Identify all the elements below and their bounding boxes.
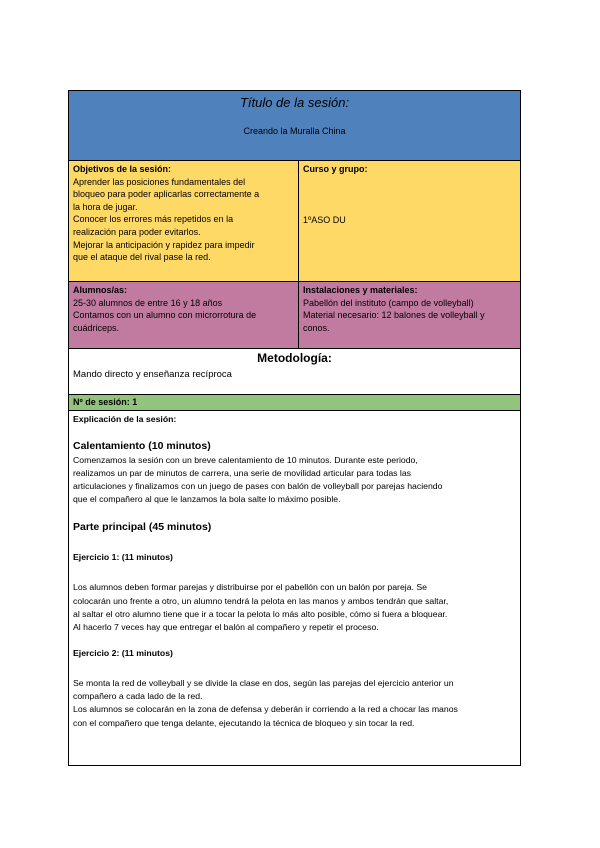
course-label: Curso y grupo: [303,164,368,174]
objectives-line: la hora de jugar. [73,201,138,212]
session-title-value: Creando la Muralla China [243,126,346,136]
warmup-line: que el compañero al que le lanzamos la bola salte lo máximo posible. [73,494,341,505]
objectives-line: que el ataque del rival pase la red. [73,252,211,263]
exercise2-heading: Ejercicio 2: (11 minutos) [73,647,173,658]
exercise1-line: colocarán uno frente a otro, un alumno tendrá la pelota en las manos y ambos tendrán que saltar, [73,595,449,606]
facilities-line: Material necesario: 12 balones de volleyball y [303,310,485,321]
warmup-line: realizamos un par de minutos de carrera, una serie de movilidad articular para todas las [73,467,412,478]
exercise2-line: Los alumnos se colocarán en la zona de defensa y deberán ir corriendo a la red a chocar las manos [73,704,458,715]
exercise1-line: Los alumnos deben formar parejas y distribuirse por el pabellón con un balón por pareja. Se [73,582,427,593]
title-section [68,90,521,160]
objectives-line: Mejorar la anticipación y rapidez para impedir [73,239,255,250]
exercise1-line: al saltar el otro alumno tiene que ir a tocar la pelota lo más alto posible, cómo si fuera a bloquear. [73,608,448,619]
objectives-cell [69,161,299,281]
students-label: Alumnos/as: [73,285,128,295]
objectives-course-row [68,160,521,281]
session-number-row [68,394,521,410]
exercise1-line: Al hacerlo 7 veces hay que entregar el balón al compañero y repetir el proceso. [73,622,379,633]
objectives-line: bloqueo para poder aplicarlas correctamente a [73,189,260,200]
warmup-heading: Calentamiento (10 minutos) [73,440,211,453]
exercise2-line: Se monta la red de volleyball y se divide la clase en dos, según las parejas del ejercicio anterior un [73,677,454,688]
explanation-label: Explicación de la sesión: [73,414,177,424]
objectives-label: Objetivos de la sesión: [73,164,172,174]
session-explanation-section [68,410,521,766]
students-cell [69,282,299,348]
methodology-section [68,348,521,394]
session-plan-document [68,90,521,766]
methodology-value: Mando directo y enseñanza recíproca [73,369,232,380]
warmup-line: Comenzamos la sesión con un breve calentamiento de 10 minutos. Durante este periodo, [73,454,418,465]
main-part-heading: Parte principal (45 minutos) [73,520,212,533]
facilities-label: Instalaciones y materiales: [303,285,418,295]
facilities-cell [299,282,520,348]
students-facilities-row [68,281,521,348]
students-line: 25-30 alumnos de entre 16 y 18 años [73,297,223,308]
facilities-line: conos. [303,322,330,333]
objectives-line: Aprender las posiciones fundamentales del [73,176,246,187]
course-cell [299,161,520,281]
objectives-line: Conocer los errores más repetidos en la [73,214,234,225]
exercise1-heading: Ejercicio 1: (11 minutos) [73,552,173,563]
session-number-label: Nº de sesión: 1 [73,397,138,407]
students-line: Contamos con un alumno con microrrotura de [73,310,257,321]
students-line: cuádriceps. [73,322,120,333]
methodology-label: Metodología: [257,351,332,365]
session-title-label: Título de la sesión: [239,95,350,110]
objectives-line: realización para poder evitarlos. [73,226,201,237]
exercise2-line: con el compañero que tenga delante, ejecutando la técnica de bloqueo y sin tocar la red. [73,717,415,728]
course-value: 1ºASO DU [303,214,346,225]
facilities-line: Pabellón del instituto (campo de volleyball) [303,297,474,308]
exercise2-line: compañero a cada lado de la red. [73,691,203,702]
warmup-line: articulaciones y finalizamos con un juego de pases con balón de volleyball por parejas haciendo [73,481,443,492]
